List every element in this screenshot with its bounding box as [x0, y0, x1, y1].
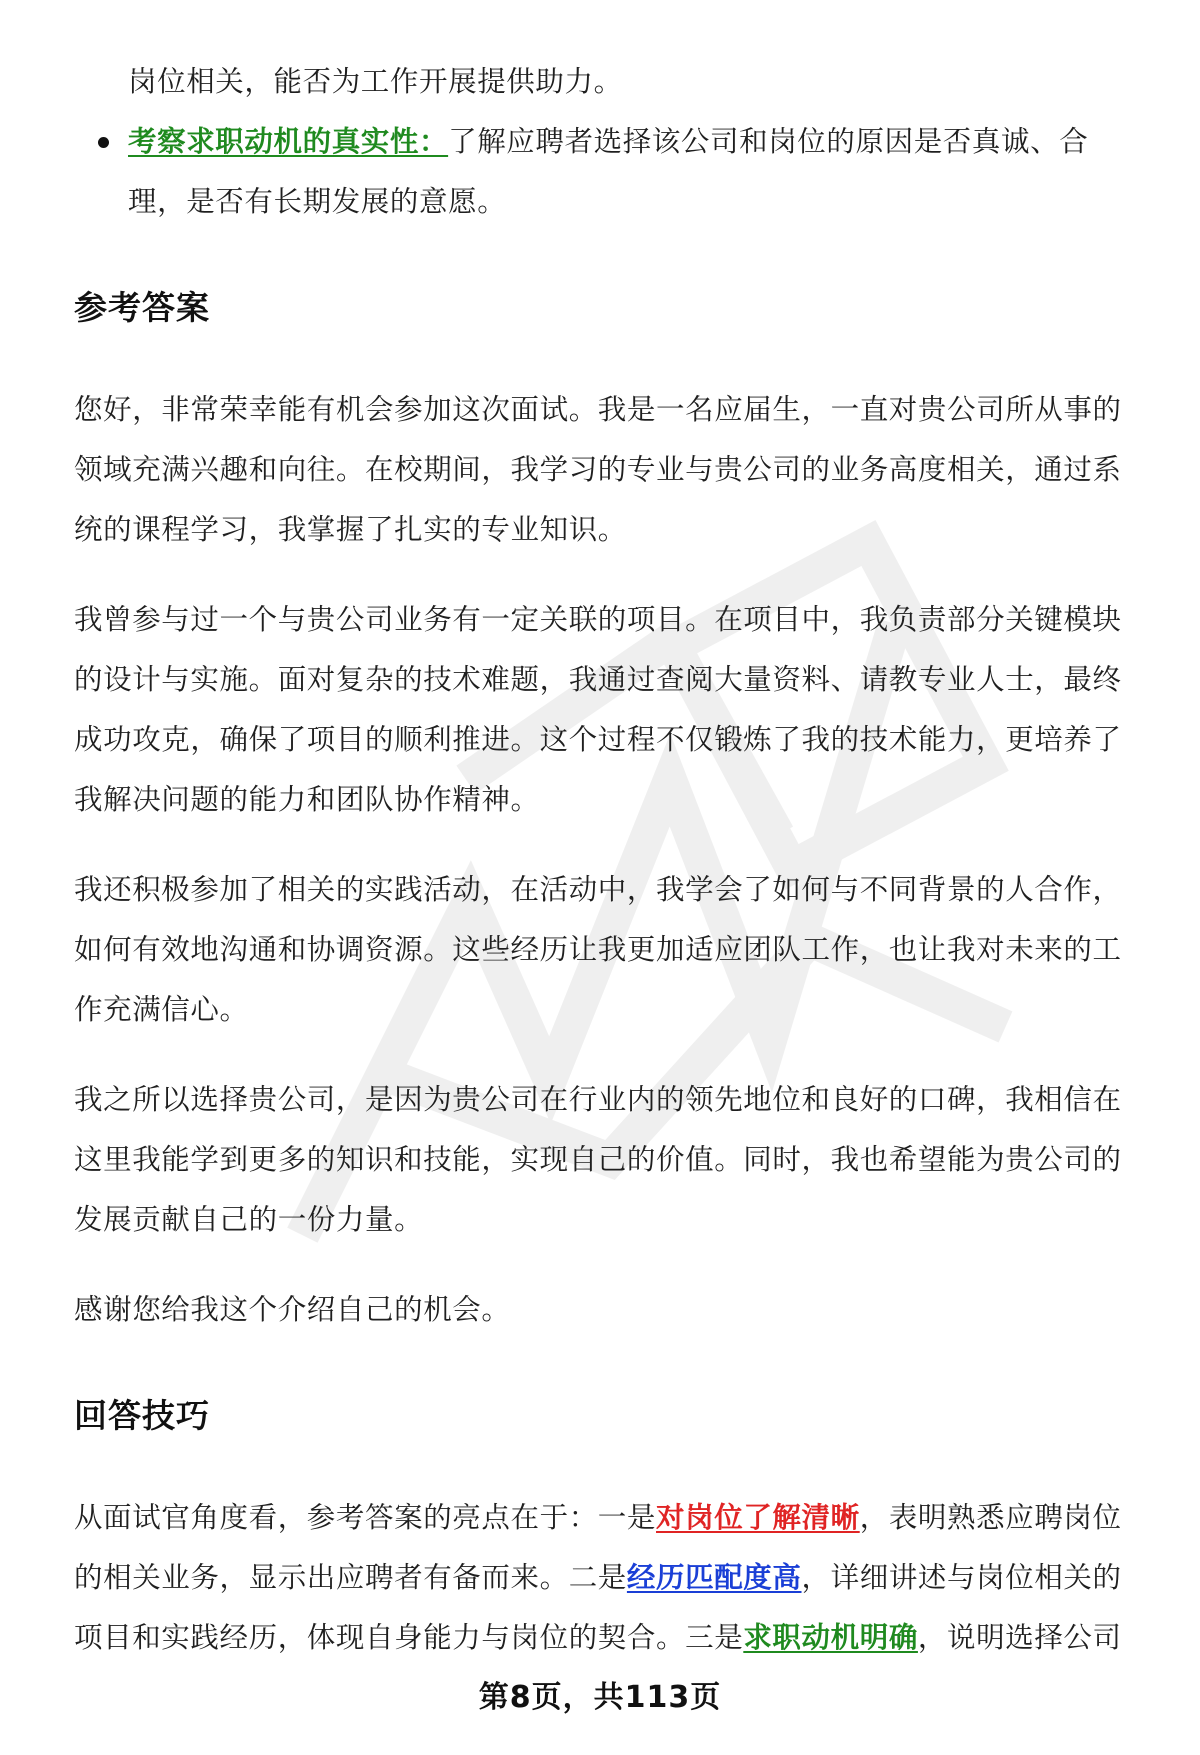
tips-seg-4: ，说明选择公司	[917, 1621, 1122, 1654]
tips-highlight-1: 对岗位了解清晰	[656, 1501, 860, 1534]
bullet-text-line2: 理，是否有长期发展的意愿。	[128, 185, 507, 218]
tips-highlight-2: 经历匹配度高	[626, 1561, 802, 1594]
bullet-text-line1: 了解应聘者选择该公司和岗位的原因是否真诚、合	[448, 125, 1089, 158]
tips-highlight-3: 求职动机明确	[743, 1621, 918, 1654]
answer-paragraph-2: 我曾参与过一个与贵公司业务有一定关联的项目。在项目中，我负责部分关键模块的设计与实施。面对复杂的技术难题，我通过查阅大量资料、请教专业人士，最终成功攻克，确保了项目的顺利推进。这个过程不仅锻炼了我的技术能力，更培养了我解决问题的能力和团队协作精神。	[74, 603, 1122, 816]
document-content	[74, 52, 1144, 1668]
tips-title: 回答技巧	[74, 1396, 210, 1435]
bullet-dot-icon	[98, 137, 109, 148]
answer-paragraph-5: 感谢您给我这个介绍自己的机会。	[74, 1293, 511, 1326]
intro-line: 岗位相关，能否为工作开展提供助力。	[128, 65, 623, 98]
bullet-label: 考察求职动机的真实性：	[128, 125, 449, 158]
tips-seg-3: ，详细讲述与岗位相关的项目和实践经历，体现自身能力与岗位的契合。三是	[74, 1561, 1122, 1654]
reference-answer-title: 参考答案	[74, 288, 210, 327]
bullet-item	[74, 112, 1144, 232]
tips-seg-2: ，表明熟悉应聘岗位的相关业务，显示出应聘者有备而来。二是	[74, 1501, 1122, 1594]
answer-paragraph-4: 我之所以选择贵公司，是因为贵公司在行业内的领先地位和良好的口碑，我相信在这里我能学到更多的知识和技能，实现自己的价值。同时，我也希望能为贵公司的发展贡献自己的一份力量。	[74, 1083, 1122, 1236]
answer-paragraph-1: 您好，非常荣幸能有机会参加这次面试。我是一名应届生，一直对贵公司所从事的领域充满兴趣和向往。在校期间，我学习的专业与贵公司的业务高度相关，通过系统的课程学习，我掌握了扎实的专业知识。	[74, 393, 1122, 546]
tips-paragraph	[74, 1488, 1144, 1668]
page-footer: 第8页，共113页	[478, 1680, 722, 1715]
answer-paragraph-3: 我还积极参加了相关的实践活动，在活动中，我学会了如何与不同背景的人合作，如何有效地沟通和协调资源。这些经历让我更加适应团队工作，也让我对未来的工作充满信心。	[74, 873, 1122, 1026]
tips-seg-1: 从面试官角度看，参考答案的亮点在于：一是	[74, 1501, 657, 1534]
